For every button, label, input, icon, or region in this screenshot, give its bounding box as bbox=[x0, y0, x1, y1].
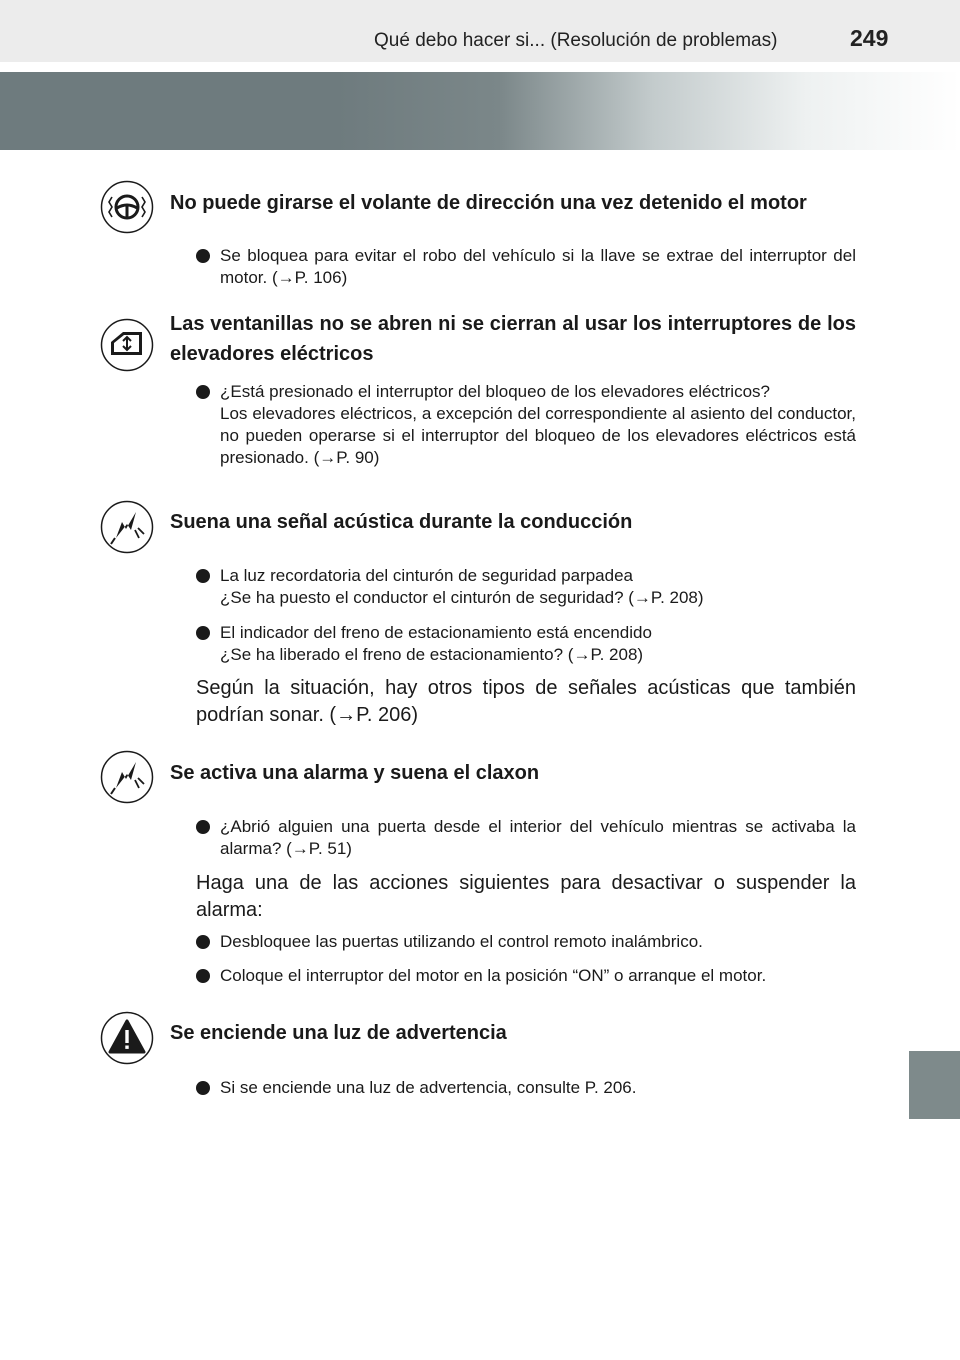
bullet-dot bbox=[196, 820, 210, 834]
section-heading: Se activa una alarma y suena el claxon bbox=[170, 762, 540, 784]
page-number: 249 bbox=[850, 25, 889, 51]
chapter-side-tab bbox=[909, 1051, 960, 1119]
bullet-dot bbox=[196, 1081, 210, 1095]
bullet-line: ¿Se ha puesto el conductor el cinturón de seguridad? (→P. 208) bbox=[220, 588, 704, 607]
bullet-text: Si se enciende una luz de advertencia, consulte P. 206. bbox=[220, 1078, 637, 1097]
list-item bbox=[196, 816, 856, 860]
list-item bbox=[196, 965, 856, 987]
steering-lock-icon bbox=[100, 180, 154, 234]
alarm-icon bbox=[100, 750, 154, 804]
bullet-line: El indicador del freno de estacionamiento está encendido bbox=[220, 623, 652, 642]
section-heading: Las ventanillas no se abren ni se cierran al usar los interruptores de los elevadores eléctricos bbox=[170, 313, 856, 365]
bullet-text: Se bloquea para evitar el robo del vehículo si la llave se extrae del interruptor del motor. (→P. 106) bbox=[220, 246, 856, 287]
bullet-dot bbox=[196, 969, 210, 983]
list-item bbox=[196, 245, 856, 289]
section-heading: Se enciende una luz de advertencia bbox=[170, 1022, 507, 1044]
list-item bbox=[196, 381, 856, 469]
bullet-line: ¿Está presionado el interruptor del bloqueo de los elevadores eléctricos? bbox=[220, 382, 770, 401]
chapter-title: Qué debo hacer si... (Resolución de problemas) bbox=[374, 30, 778, 51]
section-heading: No puede girarse el volante de dirección una vez detenido el motor bbox=[170, 192, 807, 214]
list-item bbox=[196, 565, 856, 609]
list-item bbox=[196, 931, 856, 953]
bullet-line: La luz recordatoria del cinturón de seguridad parpadea bbox=[220, 566, 633, 585]
list-item bbox=[196, 622, 856, 666]
warning-icon bbox=[100, 1011, 154, 1065]
bullet-dot bbox=[196, 569, 210, 583]
section-banner bbox=[0, 72, 960, 150]
bullet-text: Desbloquee las puertas utilizando el control remoto inalámbrico. bbox=[220, 932, 703, 951]
bullet-text: ¿Abrió alguien una puerta desde el interior del vehículo mientras se activaba la alarma? (→P. 51) bbox=[220, 817, 856, 858]
paragraph: Haga una de las acciones siguientes para desactivar o suspender la alarma: bbox=[196, 872, 856, 921]
bullet-dot bbox=[196, 249, 210, 263]
paragraph: Según la situación, hay otros tipos de señales acústicas que también podrían sonar. (→P. 206) bbox=[196, 677, 856, 726]
section-heading: Suena una señal acústica durante la conducción bbox=[170, 511, 633, 533]
bullet-dot bbox=[196, 935, 210, 949]
power-window-icon bbox=[100, 318, 154, 372]
bullet-dot bbox=[196, 626, 210, 640]
buzzer-icon bbox=[100, 500, 154, 554]
bullet-text: Los elevadores eléctricos, a excepción del correspondiente al asiento del conductor, no pueden operarse si el interruptor del bloqueo de los elevadores eléctricos está presionado. (→P. 90) bbox=[220, 404, 856, 467]
bullet-dot bbox=[196, 385, 210, 399]
bullet-line: ¿Se ha liberado el freno de estacionamiento? (→P. 208) bbox=[220, 645, 644, 664]
bullet-text: Coloque el interruptor del motor en la posición “ON” o arranque el motor. bbox=[220, 966, 767, 985]
list-item bbox=[196, 1077, 856, 1099]
